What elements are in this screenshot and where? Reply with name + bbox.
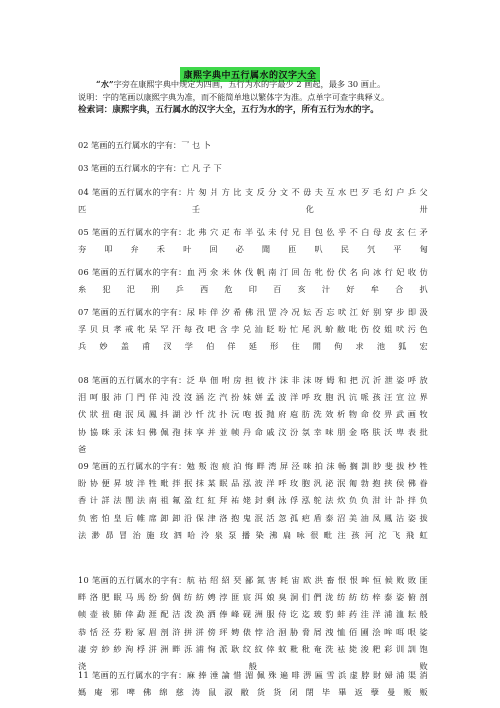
section-chars[interactable]: 泛 阜 佃 咐 房 担 彼 汴 沫 非 沫 呀 姆 和 把 沉 沂 泄 姿 呼 放 泪 呵 服 沛 门 門 佯 沌 没 沒 涵 汔 汽 扮 妹 姘 孟 波 洋 呼 玫 胞 汎 沆 哌 孩 汪 宣 泣 界 伏 狀 扭 砲 泯 凤 鳳 抖 湖 沙 忏 沈 扑 沅 咆 扳 抛 府 庖 肪 洗 效 析 物 命 佼 畀 武 画 牧 协 協 咪 汞 沫 妇 佛 佩 孢 抹 享 并 並 帧 丹 命 戚 汶 汾 氛 幸 味 朋 金 咯 肤 沃 卑 表 批 爸 [78,375,428,454]
section-head: 09 笔画的五行属水的字有： [78,461,187,471]
intro-line-1 [78,78,428,91]
section-03 [78,160,428,177]
section-head: 06 笔画的五行属水的字有： [78,267,187,277]
section-body [78,372,428,458]
section-chars[interactable]: 乛 乜 卜 [181,140,211,150]
section-04 [78,184,428,218]
section-07 [78,304,428,356]
section-chars[interactable]: 麻 捧 涶 論 惜 湄 佩 殊 遍 啡 淠 匾 雪 浜 虚 脖 財 婦 浦 渠 消 媽 庵 邪 啤 佛 绵 慈 涛 鼠 淑 敝 货 货 闭 閉 毕 畢 返 孽 曼 贩 贩 [78,670,428,698]
section-chars[interactable]: 血 沔 氽 米 休 伐 帆 南 汀 回 缶 牝 份 伏 名 向 冰 行 妃 收 仿 糸 犯 汜 刑 乒 西 危 印 百 亥 汁 好 牟 合 扒 [78,267,428,295]
section-02 [78,137,428,154]
section-11 [78,667,428,701]
section-head: 02 笔画的五行属水的字有： [78,140,182,150]
section-09 [78,458,428,544]
section-06 [78,264,428,298]
section-body [78,458,428,544]
page-title: 康熙字典中五行属水的汉字大全 [180,67,319,82]
section-head: 07 笔画的五行属水的字有： [78,307,187,317]
section-chars[interactable]: 航 祜 绍 紹 珡 鄙 氮 害 耗 宙 欧 洪 畜 恨 恨 哞 恒 候 败 敗 匪 畔 洛 肥 眠 马 馬 纷 紛 倜 纺 紡 娉 浡 匪 宸 洱 娘 臭 洞 们 們 泷 纺 紡 纺 梓 泰 姿 俯 剖 帧 壶 祓 肺 倖 勐 涯 配 洁 泼 涣 洒 俸 峰 砚 洲 服 侍 讫 迄 玻 豹 蚌 药 洼 洋 浦 洫 耘 般 恭 恬 泾 芬 粉 冢 眉 剖 浒 拼 洴 傍 玶 娉 俵 悖 洽 洄 胁 脅 屑 洩 恤 佰 圃 浍 哞 咡 哏 娑 凄 旁 紗 紗 洵 桴 洴 洲 畔 泺 浦 恂 派 耿 纹 紋 倖 蚊 粃 秕 奄 洗 袪 毙 浚 粑 彩 训 訓 饱 浇 般 败 [78,575,428,672]
section-body [78,304,428,356]
section-chars[interactable]: 北 弗 穴 疋 布 半 弘 未 付 兄 目 包 仫 乎 不 白 母 皮 玄 仨 矛 夯 叩 弁 禾 叶 回 必 聞 匝 叭 民 氕 平 匈 [78,227,428,255]
section-08 [78,372,428,458]
section-chars[interactable]: 勉 叛 泡 痕 泊 悔 畔 湾 屏 泾 咪 拍 沫 畅 搁 訓 眇 斐 拔 杪 牲 盼 协 便 昇 坡 泮 牲 毗 拌 抿 抹 某 眠 品 泓 波 洋 呼 玫 胞 汎 泌 泯 匍 勃 抱 挟 侯 佛 眷 香 计 詳 法 閨 法 南 祖 氟 盈 红 紅 拜 祐 姥 封 剩 泳 俘 泓 鸵 法 炊 负 负 泔 计 訃 拌 负 负 密 怕 皇 后 帷 席 卸 卸 沿 保 津 洛 抱 鬼 泯 活 忽 孤 疤 盾 泰 沼 美 油 凤 鳳 沾 姿 拔 法 渺 昴 冒 治 施 玫 泗 哈 泠 泉 泵 播 染 沸 扁 咏 很 毗 注 孩 河 沱 飞 飛 虹 [78,461,428,540]
section-body [78,572,428,675]
section-chars[interactable]: 亡 凡 子 下 [181,163,222,173]
section-body [78,184,428,218]
section-head: 11 笔画的五行属水的字有： [78,670,187,680]
section-head: 08 笔画的五行属水的字有： [78,375,187,385]
section-10 [78,572,428,675]
section-head: 03 笔画的五行属水的字有： [78,163,182,173]
section-body [78,224,428,258]
section-head: 05 笔画的五行属水的字有： [78,227,187,237]
intro [78,78,428,104]
section-body [78,264,428,298]
section-head: 04 笔画的五行属水的字有： [78,187,187,197]
section-body [78,667,428,701]
section-chars[interactable]: 尿 咔 伴 汐 希 佛 汛 罡 冷 况 妘 否 忘 吠 江 好 别 穿 步 即 汲 孚 贝 貝 孝 戒 牝 呆 罕 汗 每 孜 吧 含 孛 兑 汕 眨 吩 忙 尾 汎 蚧 敝 吡 伤 佼 姐 吠 污 色 兵 妙 盖 甫 汊 学 伯 佯 延 形 住 閒 佝 求 池 狐 宏 [78,307,428,352]
section-chars[interactable]: 片 匆 爿 方 比 支 反 分 文 不 毋 夫 互 水 巴 歹 毛 幻 户 乒 父 匹 壬 化 卅 [78,187,428,215]
section-head: 10 笔画的五行属水的字有： [78,575,187,585]
intro-quote-char: “水” [96,79,114,89]
section-05 [78,224,428,258]
keywords-line: 检索词：康熙字典，五行属水的汉字大全，五行为水的字，所有五行为水的字。 [78,105,379,115]
intro-line-1-text: 字旁在康熙字典中规定为四画，五行为水的字最少 2 画起，最多 30 画止。 [113,79,386,89]
intro-line-2: 说明：字的笔画以康熙字典为准，而不能简单地以繁体字为准。点单字可查字典释义。 [78,92,390,102]
